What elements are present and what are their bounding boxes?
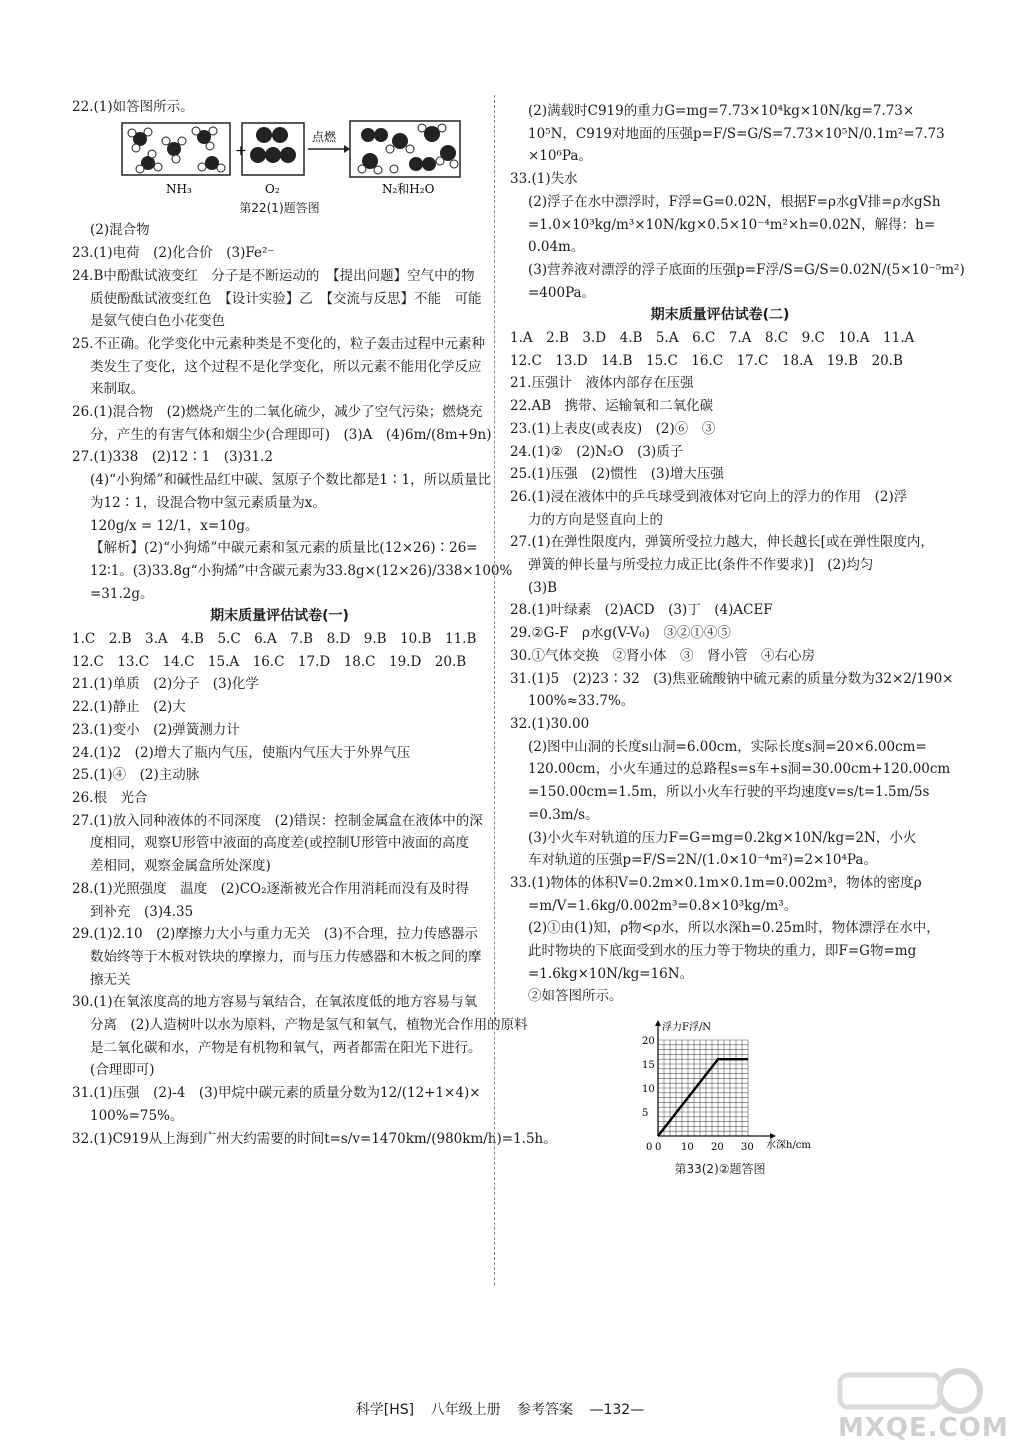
watermark-logo — [810, 1365, 1009, 1445]
answer-line: 1.A 2.B 3.D 4.B 5.A 6.C 7.A 8.C 9.C 10.A 11.A — [510, 330, 915, 347]
answer-line: 10⁵N，C919对地面的压强p=F/S=G/S=7.73×10⁵N/0.1m²=7.73 — [528, 125, 945, 142]
answer-line: 到补充 (3)4.35 — [90, 903, 194, 920]
answer-line: 32.(1)C919从上海到广州大约需要的时间t=s/v=1470km/(980km/h)=1.5h。 — [72, 1130, 557, 1147]
answer-line: 12.C 13.D 14.B 15.C 16.C 17.C 18.A 19.B 20.B — [510, 352, 903, 369]
answer-line: (3)B — [528, 579, 558, 596]
right-column — [510, 100, 965, 1181]
y-axis-arrow — [655, 1020, 661, 1026]
answer-line: 25.(1)压强 (2)惯性 (3)增大压强 — [510, 466, 724, 483]
answer-line: 【解析】(2)“小狗烯”中碳元素和氢元素的质量比(12×26)∶26= — [90, 540, 478, 557]
buoyancy-chart — [510, 1008, 930, 1158]
x-axis-label: 水深h/cm — [766, 1140, 811, 1152]
answer-line: 28.(1)光照强度 温度 (2)CO₂逐渐被光合作用消耗而没有及时得 — [72, 880, 470, 897]
answer-line: (2)混合物 — [90, 222, 150, 239]
o2-label: O₂ — [265, 181, 280, 196]
answer-line: 120.00cm，小火车通过的总路程s=s车+s洞=30.00cm+120.00cm — [528, 761, 951, 778]
answer-line: 26.(1)浸在液体中的乒乓球受到液体对它向上的浮力的作用 (2)浮 — [510, 488, 908, 505]
answer-line: =0.3m/s。 — [528, 806, 599, 823]
answer-line: 23.(1)上表皮(或表皮) (2)⑥ ③ — [510, 420, 716, 437]
answer-line: (3)小火车对轨道的压力F=G=mg=0.2kg×10N/kg=2N，小火 — [528, 829, 917, 846]
answer-line: 22.AB 携带、运输氧和二氧化碳 — [510, 398, 714, 415]
answer-line: =1.6kg×10N/kg=16N。 — [528, 965, 694, 982]
answer-line: 27.(1)在弹性限度内，弹簧所受拉力越大，伸长越长[或在弹性限度内， — [510, 534, 934, 551]
x-tick-label: 10 — [681, 1142, 694, 1154]
answer-line: 力的方向是竖直向上的 — [528, 511, 663, 528]
answer-line: 弹簧的伸长量与所受拉力成正比(条件不作要求)] (2)均匀 — [528, 557, 874, 574]
answer-line: 分离 (2)人造树叶以水为原料，产物是氢气和氧气，植物光合作用的原料 — [90, 1017, 528, 1034]
answer-line: 此时物块的下底面受到水的压力等于物块的重力，即F=G物=mg — [528, 943, 917, 960]
answer-line: =150.00cm=1.5m，所以小火车行驶的平均速度v=s/t=1.5m/5s — [528, 784, 930, 801]
answer-line: 31.(1)压强 (2)-4 (3)甲烷中碳元素的质量分数为12/(12+1×4)× — [72, 1085, 481, 1102]
answer-line: 23.(1)变小 (2)弹簧测力计 — [72, 721, 240, 738]
y-tick-label: 20 — [642, 1036, 655, 1048]
molecule-figure — [72, 119, 487, 197]
answer-line: (3)营养液对漂浮的浮子底面的压强p=F浮/S=G/S=0.02N/(5×10⁻⁵m²) — [528, 261, 965, 278]
answer-line: 26.根 光合 — [72, 789, 148, 806]
answer-line: 22.(1)如答图所示。 — [72, 99, 194, 115]
x-tick-label: 20 — [711, 1142, 724, 1154]
answer-line: =31.2g。 — [90, 585, 154, 602]
answer-line: (合理即可) — [90, 1062, 155, 1079]
answer-line: 差相同，观察金属盒所处深度) — [90, 858, 271, 875]
reaction-diagram — [72, 119, 487, 197]
answer-line: ②如答图所示。 — [528, 988, 623, 1005]
answer-line: =1.0×10³kg/m³×10N/kg×0.5×10⁻⁴m²×h=0.02N，解得：h= — [528, 216, 936, 233]
x-tick-label: 30 — [741, 1142, 754, 1154]
condition-label: 点燃 — [312, 129, 337, 144]
column-divider — [494, 95, 495, 1285]
answer-line: 33.(1)失水 — [510, 171, 578, 188]
svg-text:+: + — [235, 142, 247, 159]
answer-line: 分，产生的有害气体和烟尘少(合理即可) (3)A (4)6m/(8m+9n) — [90, 426, 492, 443]
watermark-icon — [810, 1365, 990, 1415]
answer-line: 度相同，观察U形管中液面的高度差(或控制U形管中液面的高度 — [90, 835, 470, 852]
y-tick-label: 5 — [642, 1108, 649, 1120]
answer-line: 来制取。 — [90, 381, 144, 398]
answer-line: 是氨气使白色小花变色 — [90, 313, 225, 330]
answer-line: =m/V=1.6kg/0.002m³=0.8×10³kg/m³。 — [528, 897, 798, 914]
footer-page: —132— — [589, 1402, 645, 1418]
answer-line: 30.①气体交换 ②肾小体 ③ 肾小管 ④右心房 — [510, 647, 815, 664]
answer-line: 擦无关 — [90, 971, 131, 988]
answer-line: 26.(1)混合物 (2)燃烧产生的二氧化硫少，减少了空气污染；燃烧充 — [72, 404, 483, 421]
answer-line: 12.C 13.C 14.C 15.A 16.C 17.D 18.C 19.D 20.B — [72, 653, 467, 670]
answer-line: 24.(1)2 (2)增大了瓶内气压，使瓶内气压大于外界气压 — [72, 744, 411, 761]
watermark-text: MXQE.COM — [838, 1413, 1009, 1443]
answer-line: 27.(1)放入同种液体的不同深度 (2)错误：控制金属盒在液体中的深 — [72, 812, 483, 829]
answer-line: 1.C 2.B 3.A 4.B 5.C 6.A 7.B 8.D 9.B 10.B 11.B — [72, 631, 477, 648]
answer-line: 32.(1)30.00 — [510, 715, 590, 732]
answer-line: 21.(1)单质 (2)分子 (3)化学 — [72, 676, 259, 693]
answer-line: 24.(1)② (2)N₂O (3)质子 — [510, 443, 684, 460]
o2-molecules — [250, 127, 296, 163]
answer-line: 25.不正确。化学变化中元素种类是不变化的，粒子轰击过程中元素种 — [72, 335, 485, 352]
footer-section: 参考答案 — [517, 1402, 574, 1418]
origin-label: 0 — [646, 1142, 653, 1154]
answer-line: 28.(1)叶绿素 (2)ACD (3)丁 (4)ACEF — [510, 602, 773, 619]
answer-line: 25.(1)④ (2)主动脉 — [72, 767, 200, 784]
answer-line: (2)满载时C919的重力G=mg=7.73×10⁴kg×10N/kg=7.73× — [528, 103, 915, 119]
y-tick-label: 10 — [642, 1084, 655, 1096]
answer-line: 120g/x = 12/1，x=10g。 — [90, 517, 259, 534]
product-molecules — [358, 124, 458, 174]
footer-grade: 八年级上册 — [430, 1402, 501, 1418]
answer-line: (2)浮子在水中漂浮时，F浮=G=0.02N，根据F=ρ水gV排=ρ水gSh — [528, 193, 941, 210]
answer-line: 车对轨道的压强p=F/S=2N/(1.0×10⁻⁴m²)=2×10⁴Pa。 — [528, 852, 877, 869]
answer-line: 33.(1)物体的体积V=0.2m×0.1m×0.1m=0.002m³，物体的密度ρ — [510, 874, 922, 891]
answer-line: 12∶1。(3)33.8g“小狗烯”中含碳元素为33.8g×(12×26)/338×100% — [90, 562, 513, 579]
answer-line: (4)“小狗烯”和碱性品红中碳、氢原子个数比都是1∶1，所以质量比 — [90, 472, 492, 489]
answer-line: 30.(1)在氧浓度高的地方容易与氧结合，在氧浓度低的地方容易与氧 — [72, 994, 478, 1011]
answer-line: 24.B中酚酞试液变红 分子是不断运动的 【提出问题】空气中的物 — [72, 267, 475, 284]
answer-line: (2)图中山洞的长度s山洞=6.00cm，实际长度s洞=20×6.00cm= — [528, 738, 927, 755]
chart-svg — [510, 1008, 930, 1158]
nh3-molecules — [128, 127, 225, 173]
answer-line: 22.(1)静止 (2)大 — [72, 699, 186, 716]
answer-line: (2)①由(1)知，ρ物<ρ水，所以水深h=0.25m时，物体漂浮在水中， — [528, 920, 940, 937]
answer-line: 100%=75%。 — [90, 1107, 184, 1124]
section-title: 期末质量评估试卷(一) — [210, 608, 349, 625]
chart-caption: 第33(2)②题答图 — [674, 1162, 766, 1177]
y-axis-label: 浮力F浮/N — [662, 1022, 712, 1034]
products-label: N₂和H₂O — [382, 181, 435, 196]
answer-line: 100%≈33.7%。 — [528, 693, 635, 710]
answer-line: 31.(1)5 (2)23∶32 (3)焦亚硫酸钠中硫元素的质量分数为32×2/190× — [510, 670, 954, 687]
answer-line: 质使酚酞试液变红色 【设计实验】乙 【交流与反思】不能 可能 — [90, 290, 482, 307]
nh3-label: NH₃ — [166, 181, 192, 196]
x-axis-arrow — [770, 1133, 776, 1139]
x-tick-label: 0 — [655, 1142, 662, 1154]
answer-line: 29.(1)2.10 (2)摩擦力大小与重力无关 (3)不合理，拉力传感器示 — [72, 926, 478, 943]
answer-line: 是二氧化碳和水，产物是有机物和氧气，两者都需在阳光下进行。 — [90, 1039, 482, 1056]
answer-line: 类发生了变化，这个过程不是化学变化，所以元素不能用化学反应 — [90, 358, 482, 375]
footer-subject: 科学[HS] — [355, 1402, 415, 1418]
answer-line: 0.04m。 — [528, 239, 585, 256]
answer-line: 21.压强计 液体内部存在压强 — [510, 375, 694, 392]
answer-line: 为12∶1，设混合物中氢元素质量为x。 — [90, 494, 326, 511]
answer-line: =400Pa。 — [528, 284, 596, 301]
y-tick-label: 15 — [642, 1060, 655, 1072]
section-title: 期末质量评估试卷(二) — [650, 307, 790, 324]
answer-line: 数始终等于木板对铁块的摩擦力，而与压力传感器和木板之间的摩 — [90, 948, 482, 965]
answer-line: ×10⁶Pa。 — [528, 148, 592, 165]
answer-line: 27.(1)338 (2)12∶1 (3)31.2 — [72, 449, 273, 466]
answer-line: 23.(1)电荷 (2)化合价 (3)Fe²⁻ — [72, 245, 275, 262]
answer-line: 29.②G-F ρ水g(V-V₀) ③②①④⑤ — [510, 625, 731, 642]
figure-caption: 第22(1)题答图 — [239, 200, 320, 215]
